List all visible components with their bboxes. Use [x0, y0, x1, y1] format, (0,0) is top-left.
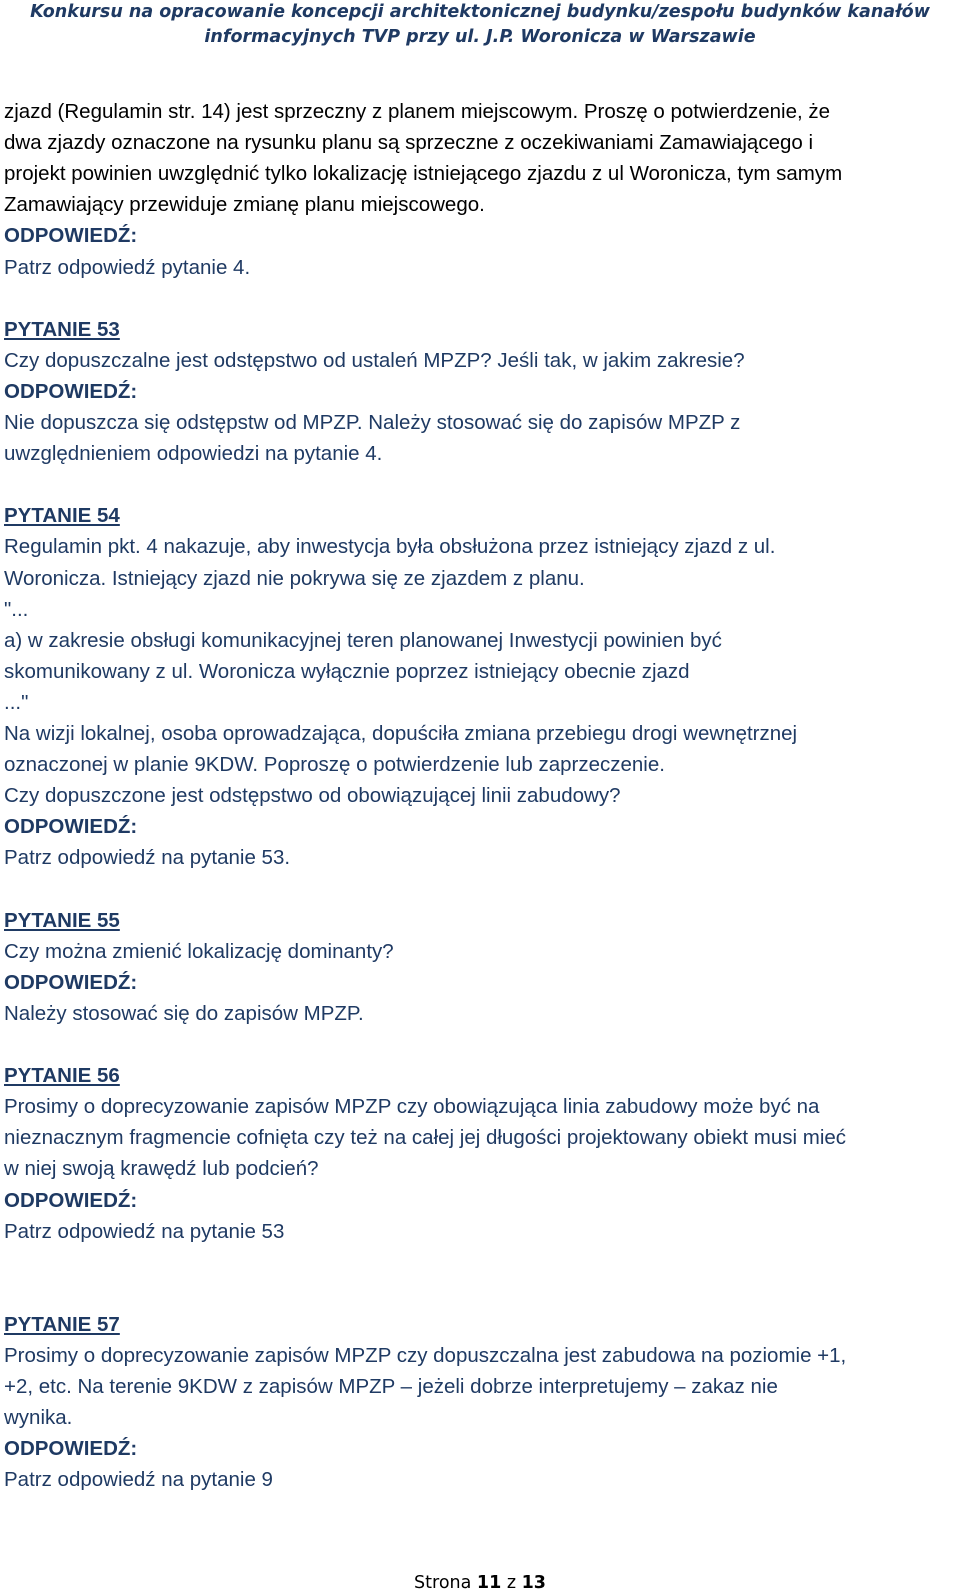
answer-text-line: Patrz odpowiedź na pytanie 53. — [4, 846, 291, 870]
answer-text-line: Czy dopuszczone jest odstępstwo od obowiązującej linii zabudowy? — [4, 784, 621, 808]
question-heading: PYTANIE 53 — [4, 317, 120, 341]
answer-heading: ODPOWIEDŹ: — [4, 224, 138, 248]
body-text-line: zjazd (Regulamin str. 14) jest sprzeczny z planem miejscowym. Proszę o potwierdzenie, że — [4, 100, 831, 123]
body-text-line: Zamawiający przewiduje zmianę planu miejscowego. — [4, 193, 485, 217]
answer-text-line: oznaczonej w planie 9KDW. Poproszę o potwierdzenie lub zaprzeczenie. — [4, 753, 665, 777]
answer-heading: ODPOWIEDŹ: — [4, 1437, 138, 1461]
body-text-line: dwa zjazdy oznaczone na rysunku planu są sprzeczne z oczekiwaniami Zamawiającego i — [4, 131, 814, 155]
answer-text-line: w niej swoją krawędź lub podcień? — [4, 1157, 319, 1181]
answer-text-line: Należy stosować się do zapisów MPZP. — [4, 1001, 364, 1025]
header-line-2: informacyjnych TVP przy ul. J.P. Woronicza w Warszawie — [204, 27, 756, 47]
answer-heading: ODPOWIEDŹ: — [4, 379, 138, 403]
answer-heading: ODPOWIEDŹ: — [4, 1188, 138, 1212]
question-heading: PYTANIE 54 — [4, 504, 120, 528]
answer-text-line: Patrz odpowiedź na pytanie 53 — [4, 1219, 285, 1243]
answer-text-line: Czy dopuszczalne jest odstępstwo od ustaleń MPZP? Jeśli tak, w jakim zakresie? — [4, 348, 745, 372]
page-footer — [0, 1572, 960, 1594]
answer-text-line: ..." — [4, 690, 29, 714]
question-heading: PYTANIE 57 — [4, 1312, 120, 1336]
answer-text-line: Patrz odpowiedź pytanie 4. — [4, 255, 251, 279]
answer-text-line: Regulamin pkt. 4 nakazuje, aby inwestycja była obsłużona przez istniejący zjazd z ul. — [4, 535, 776, 559]
answer-text-line: Patrz odpowiedź na pytanie 9 — [4, 1468, 273, 1492]
footer-total-pages: 13 — [521, 1573, 546, 1593]
answer-text-line: Prosimy o doprecyzowanie zapisów MPZP czy dopuszczalna jest zabudowa na poziomie +1, — [4, 1344, 847, 1367]
header-line-1: Konkursu na opracowanie koncepcji architektonicznej budynku/zespołu budynków kanałów — [30, 2, 930, 22]
footer-separator: z — [501, 1573, 522, 1593]
answer-text-line: Woronicza. Istniejący zjazd nie pokrywa się ze zjazdem z planu. — [4, 566, 585, 590]
question-heading: PYTANIE 55 — [4, 908, 120, 932]
answer-text-line: skomunikowany z ul. Woronicza wyłącznie poprzez istniejący obecnie zjazd — [4, 659, 690, 683]
answer-text-line: wynika. — [4, 1406, 73, 1430]
answer-heading: ODPOWIEDŹ: — [4, 970, 138, 994]
answer-text-line: a) w zakresie obsługi komunikacyjnej teren planowanej Inwestycji powinien być — [4, 628, 722, 652]
document-header — [0, 0, 960, 50]
answer-text-line: Nie dopuszcza się odstępstw od MPZP. Należy stosować się do zapisów MPZP z — [4, 411, 741, 434]
footer-current-page: 11 — [476, 1573, 502, 1593]
answer-text-line: +2, etc. Na terenie 9KDW z zapisów MPZP – jeżeli dobrze interpretujemy – zakaz nie — [4, 1375, 778, 1399]
answer-text-line: Na wizji lokalnej, osoba oprowadzająca, dopuściła zmiana przebiegu drogi wewnętrznej — [4, 722, 798, 745]
answer-text-line: Czy można zmienić lokalizację dominanty? — [4, 939, 394, 963]
body-text-line: projekt powinien uwzględnić tylko lokalizację istniejącego zjazdu z ul Woronicza, tym samym — [4, 162, 843, 186]
answer-text-line: Prosimy o doprecyzowanie zapisów MPZP czy obowiązująca linia zabudowy może być na — [4, 1095, 820, 1119]
answer-text-line: "... — [4, 597, 29, 621]
footer-prefix: Strona — [414, 1573, 477, 1593]
question-heading: PYTANIE 56 — [4, 1064, 120, 1088]
answer-text-line: nieznacznym fragmencie cofnięta czy też na całej jej długości projektowany obiekt musi mieć — [4, 1126, 847, 1150]
answer-text-line: uwzględnieniem odpowiedzi na pytanie 4. — [4, 442, 383, 466]
answer-heading: ODPOWIEDŹ: — [4, 815, 138, 839]
